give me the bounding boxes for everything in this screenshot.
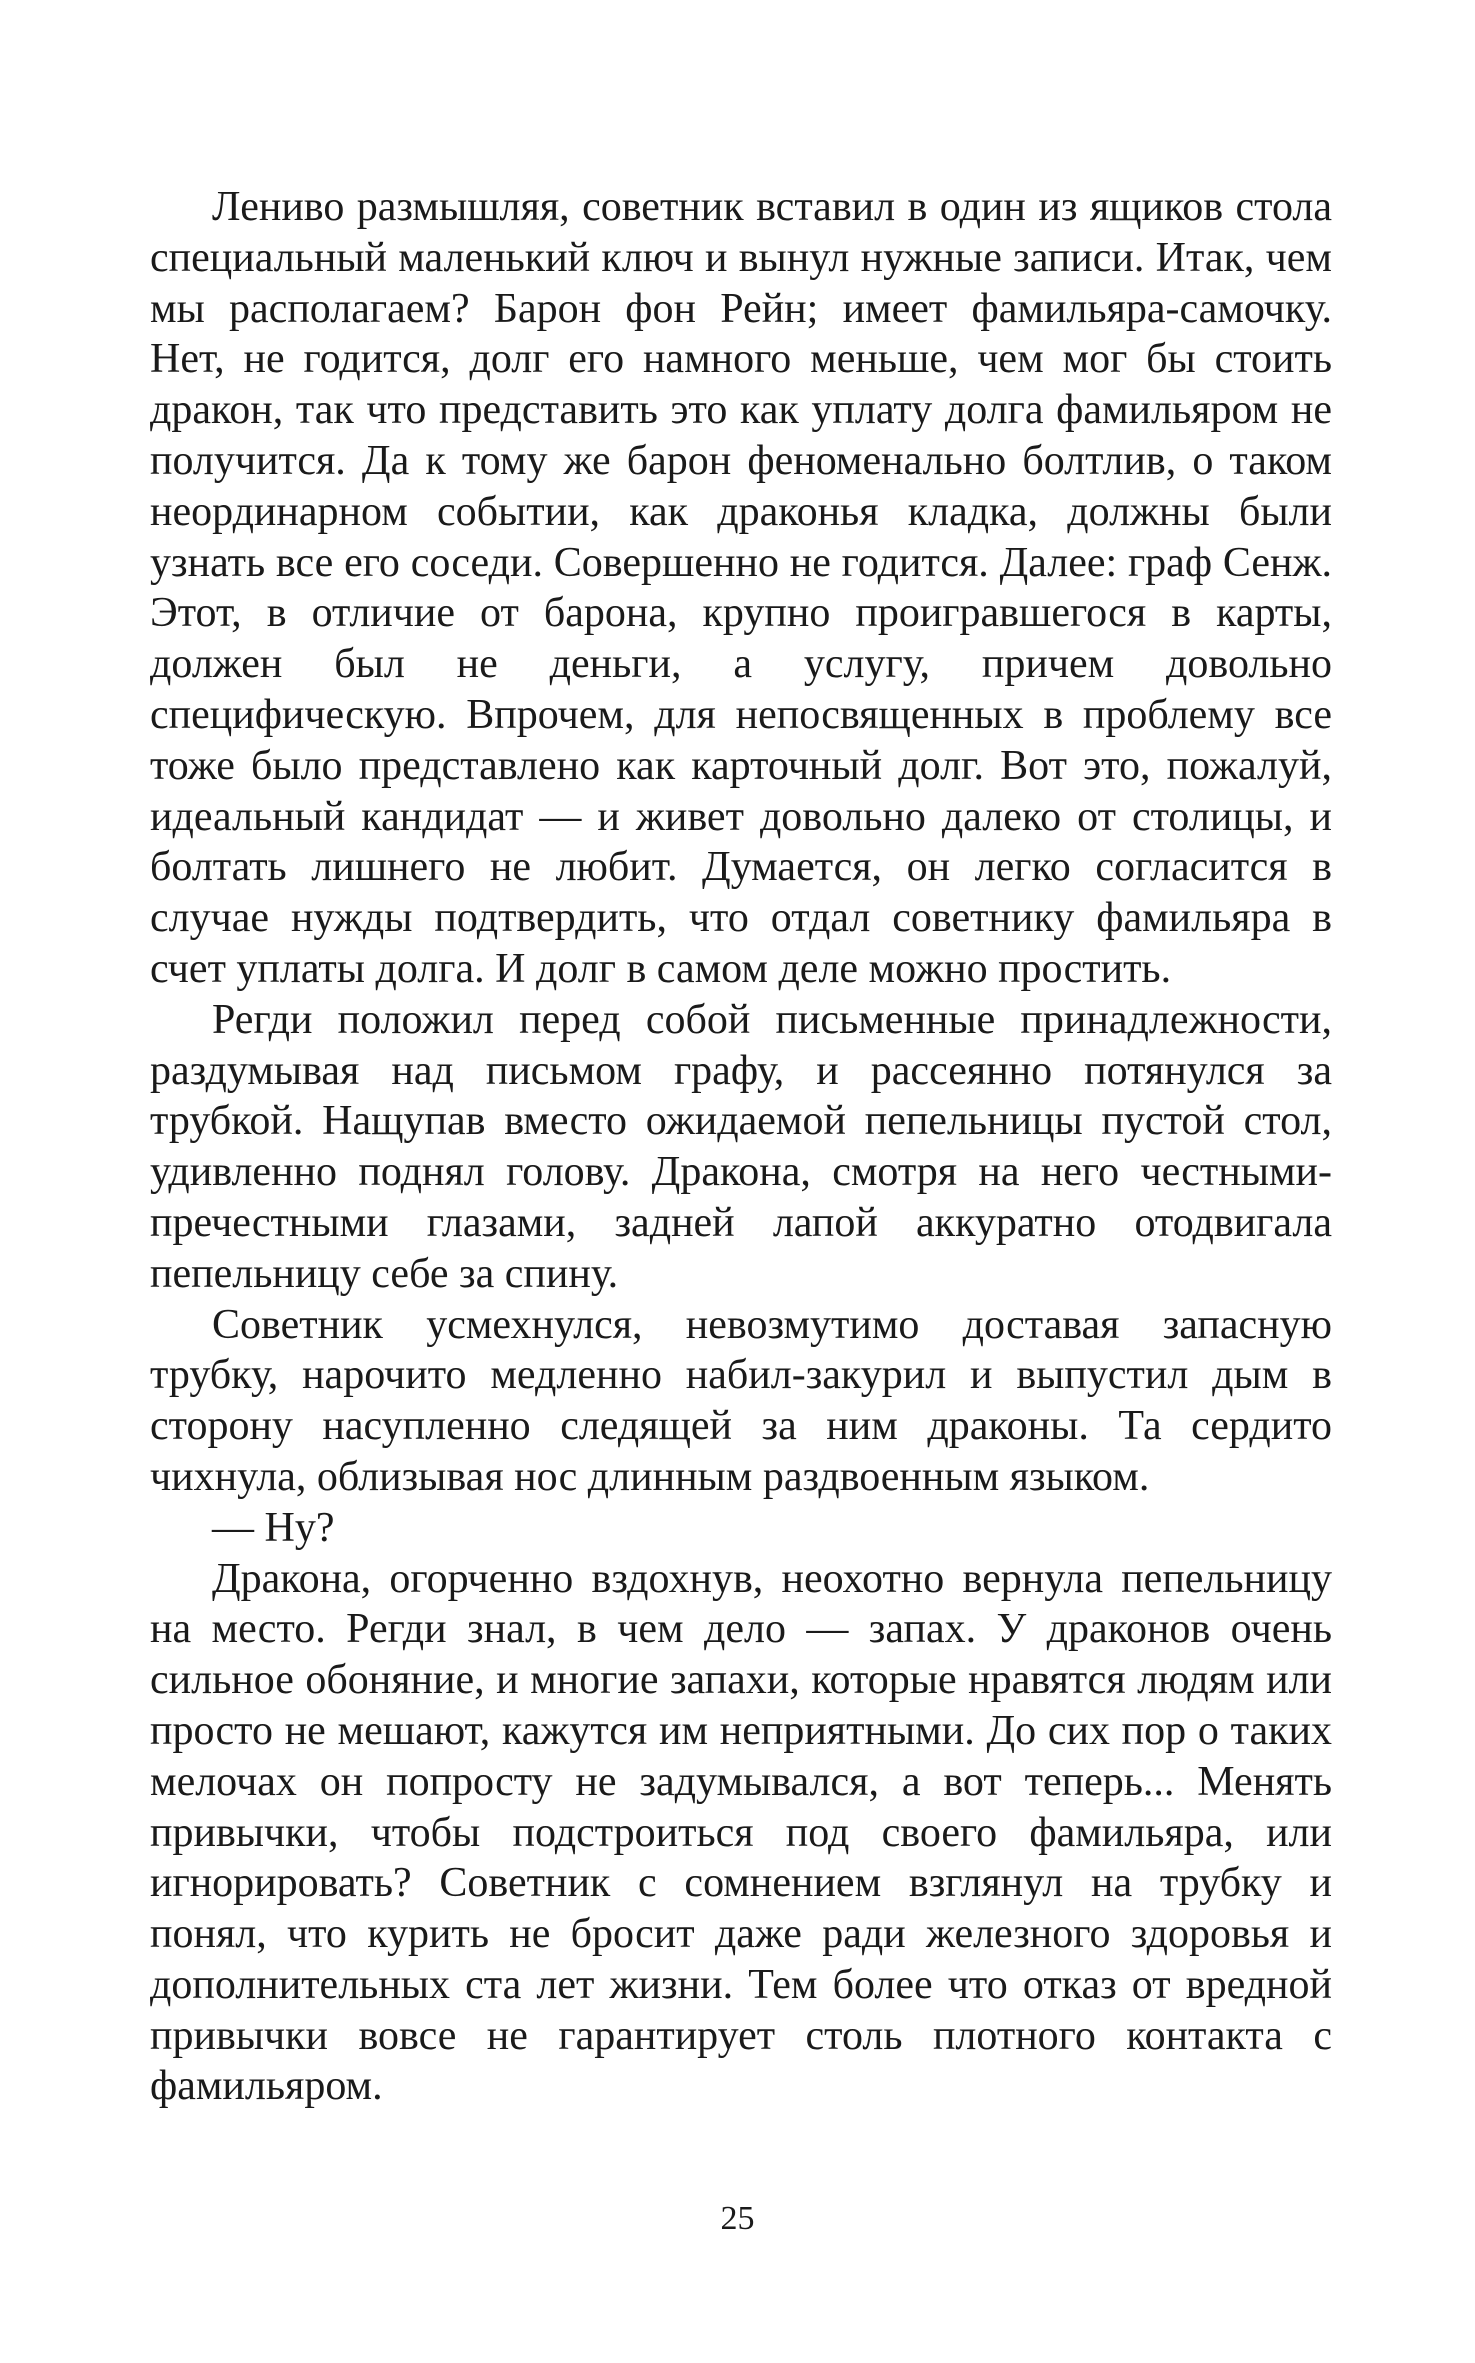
paragraph-1: Лениво размышляя, советник вставил в один из ящиков стола специальный маленький ключ и вынул нужные записи. Итак, чем мы располагаем? Барон фон Рейн; имеет фамильяра-самочку. Нет, не годится, долг его намного меньше, чем мог бы стоить дракон, так что представить это как уплату долга фамильяром не получится. Да к тому же барон феноменально болтлив, о таком неординарном событии, как драконья кладка, должны были узнать все его соседи. Совершенно не годится. Далее: граф Сенж. Этот, в отличие от барона, крупно проигравшегося в карты, должен был не деньги, а услугу, причем довольно специфическую. Впрочем, для непосвященных в проблему все тоже было представлено как карточный долг. Вот это, пожалуй, идеальный кандидат — и живет довольно далеко от столицы, и болтать лишнего не любит. Думается, он легко согласится в случае нужды подтвердить, что отдал советнику фамильяра в счет уплаты долга. И долг в самом деле можно простить. [150,184,1332,992]
paragraph-4: — Ну? [212,1504,335,1551]
paragraph-2: Регди положил перед собой письменные принадлежности, раздумывая над письмом графу, и рассеянно потянулся за трубкой. Нащупав вместо ожидаемой пепельницы пустой стол, удивленно поднял голову. Дракона, смотря на него честными-пречестными глазами, задней лапой аккуратно отодвигала пепельницу себе за спину. [150,996,1332,1297]
paragraph-5: Дракона, огорченно вздохнув, неохотно вернула пепельницу на место. Регди знал, в чем дело — запах. У драконов очень сильное обоняние, и многие запахи, которые нравятся людям или просто не мешают, кажутся им неприятными. До сих пор о таких мелочах он попросту не задумывался, а вот теперь... Менять привычки, чтобы подстроиться под своего фамильяра, или игнорировать? Советник с сомнением взглянул на трубку и понял, что курить не бросит даже ради железного здоровья и дополнительных ста лет жизни. Тем более что отказ от вредной привычки вовсе не гарантирует столь плотного контакта с фамильяром. [150,1555,1332,2110]
page-body [150,182,1332,2112]
paragraph-3: Советник усмехнулся, невозмутимо доставая запасную трубку, нарочито медленно набил-закурил и выпустил дым в сторону насупленно следящей за ним драконы. Та сердито чихнула, облизывая нос длинным раздвоенным языком. [150,1301,1332,1500]
page-number: 25 [720,2200,755,2237]
